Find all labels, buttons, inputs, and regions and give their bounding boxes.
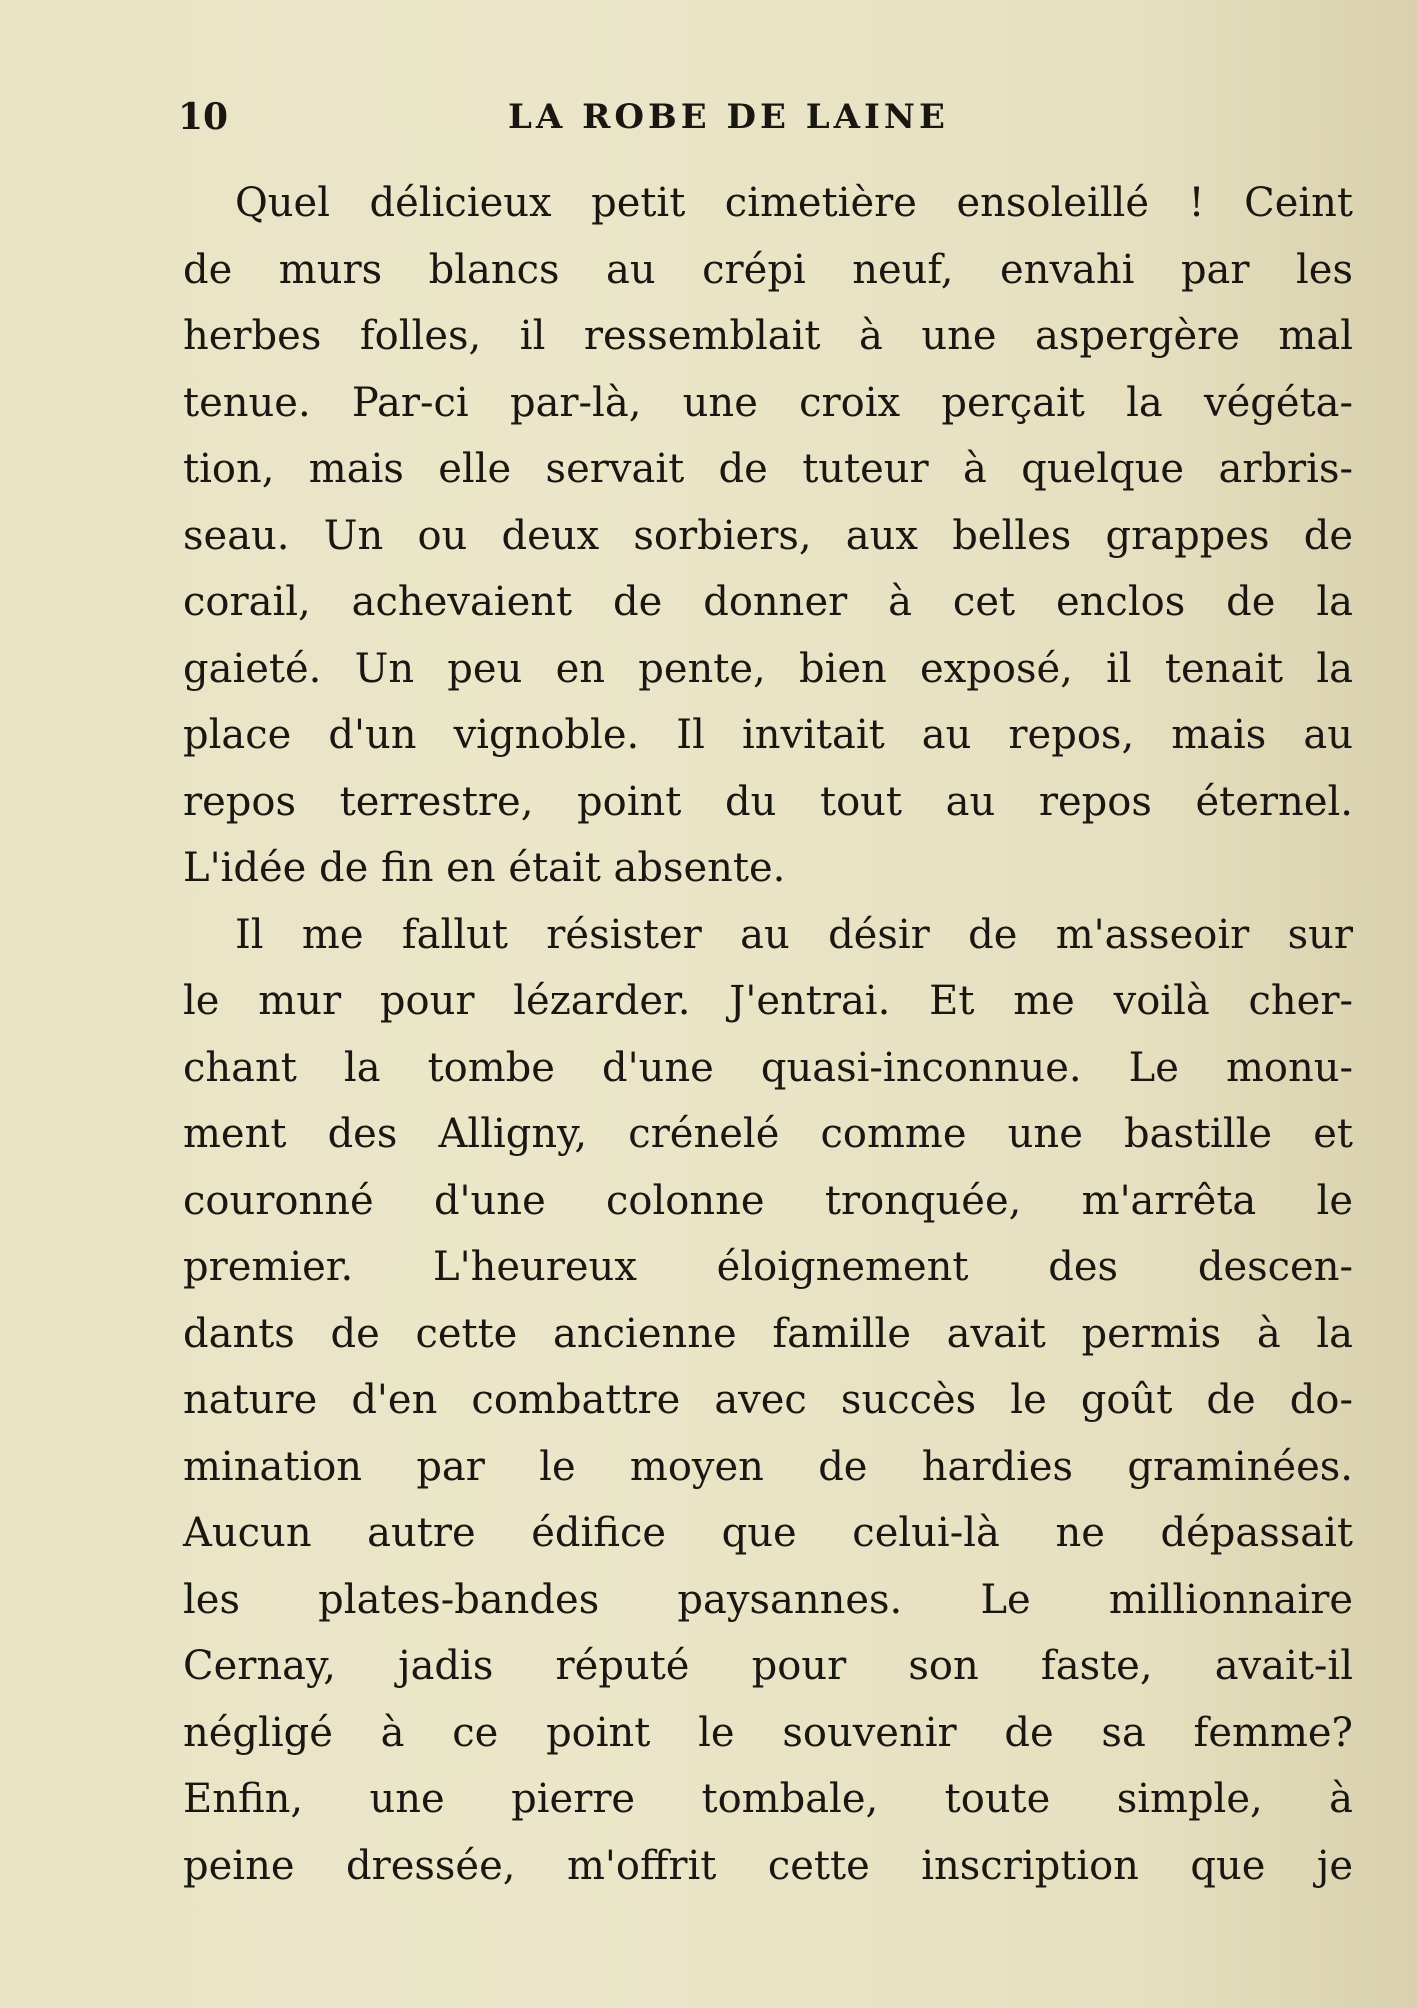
text-line: Il me fallut résister au désir de m'asseoir sur	[235, 911, 1353, 958]
page-header	[178, 92, 1218, 142]
text-line: couronné d'une colonne tronquée, m'arrêta le	[183, 1177, 1353, 1224]
paragraph-2	[183, 902, 1353, 1900]
text-line: place d'un vignoble. Il invitait au repos, mais au	[183, 712, 1353, 758]
text-line: négligé à ce point le souvenir de sa femme?	[183, 1709, 1353, 1756]
text-line: mination par le moyen de hardies graminées.	[183, 1443, 1353, 1490]
text-line: premier. L'heureux éloignement des descen-	[183, 1244, 1353, 1290]
text-line: nature d'en combattre avec succès le goût de do-	[183, 1377, 1353, 1423]
text-line: ment des Alligny, crénelé comme une bastille et	[183, 1111, 1353, 1157]
text-line: tenue. Par-ci par-là, une croix perçait la végéta-	[183, 379, 1353, 426]
text-line: tion, mais elle servait de tuteur à quelque arbris-	[183, 446, 1353, 492]
page-number: 10	[178, 96, 229, 138]
text-line: chant la tombe d'une quasi-inconnue. Le monu-	[183, 1044, 1353, 1091]
text-line: les plates-bandes paysannes. Le millionnaire	[183, 1576, 1353, 1623]
text-line: Enfin, une pierre tombale, toute simple, à	[183, 1776, 1353, 1822]
text-line: Aucun autre édifice que celui-là ne dépassait	[183, 1510, 1353, 1556]
text-line: corail, achevaient de donner à cet enclos de la	[183, 579, 1353, 625]
text-line: dants de cette ancienne famille avait permis à la	[183, 1310, 1353, 1357]
text-line: peine dressée, m'offrit cette inscription que je	[183, 1842, 1353, 1889]
body-text	[183, 170, 1353, 1899]
text-line: de murs blancs au crépi neuf, envahi par les	[183, 246, 1353, 293]
text-line: herbes folles, il ressemblait à une aspergère mal	[183, 313, 1353, 359]
running-title: LA ROBE DE LAINE	[508, 97, 949, 137]
text-line: Quel délicieux petit cimetière ensoleillé ! Ceint	[235, 180, 1353, 226]
text-line: repos terrestre, point du tout au repos éternel.	[183, 778, 1353, 825]
text-line: seau. Un ou deux sorbiers, aux belles grappes de	[183, 512, 1353, 559]
text-line: le mur pour lézarder. J'entrai. Et me voilà cher-	[183, 978, 1353, 1024]
text-line: Cernay, jadis réputé pour son faste, avait-il	[183, 1643, 1353, 1689]
text-line: gaieté. Un peu en pente, bien exposé, il tenait la	[183, 645, 1353, 692]
paragraph-1	[183, 170, 1353, 902]
text-line: L'idée de fin en était absente.	[183, 845, 786, 891]
